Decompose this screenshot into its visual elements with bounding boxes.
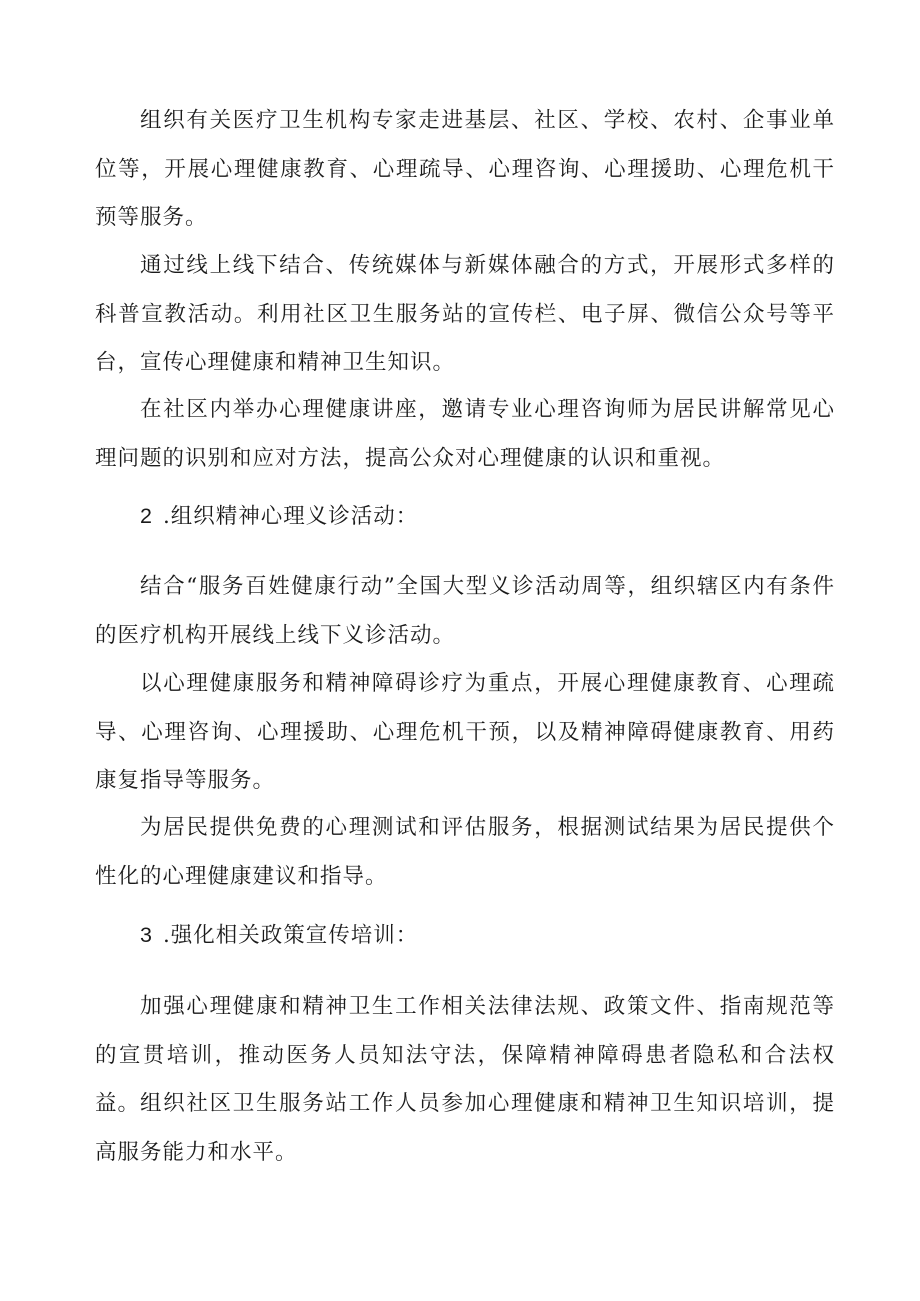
section-title: .强化相关政策宣传培训： [162,923,419,948]
paragraph-staff-training: 组织社区卫生服务站工作人员参加心理健康和精神卫生知识培训，提高服务能力和水平。 [95,1091,835,1165]
paragraph-free-clinic-week: 结合“服务百姓健康行动”全国大型义诊活动周等，组织辖区内有条件的医疗机构开展线上线下义诊活动。 [95,574,835,648]
paragraph-science-publicity: 通过线上线下结合、传统媒体与新媒体融合的方式，开展形式多样的科普宣教活动。利用社区卫生服务站的宣传栏、电子屏、微信公众号等平台，宣传心理健康和精神卫生知识。 [95,253,835,375]
paragraph-clinic-focus: 以心理健康服务和精神障碍诊疗为重点，开展心理健康教育、心理疏导、心理咨询、心理援助、心理危机干预，以及精神障碍健康教育、用药康复指导等服务。 [95,671,835,793]
paragraph-community-lectures: 在社区内举办心理健康讲座，邀请专业心理咨询师为居民讲解常见心理问题的识别和应对方法，提高公众对心理健康的认识和重视。 [95,397,835,471]
paragraph-free-assessment: 为居民提供免费的心理测试和评估服务，根据测试结果为居民提供个性化的心理健康建议和指导。 [95,815,835,889]
section-title: .组织精神心理义诊活动： [162,504,419,529]
paragraph-outreach-services: 组织有关医疗卫生机构专家走进基层、社区、学校、农村、企事业单位等，开展心理健康教育、心理疏导、心理咨询、心理援助、心理危机干预等服务。 [95,108,835,230]
section-heading-3 [140,920,418,951]
section-number: 3 [140,923,153,947]
paragraph-policy-training: 加强心理健康和精神卫生工作相关法律法规、政策文件、指南规范等的宣贯培训，推动医务人员知法守法，保障精神障碍患者隐私和合法权益。 [95,994,835,1116]
section-heading-2 [140,501,418,532]
section-number: 2 [140,504,153,528]
